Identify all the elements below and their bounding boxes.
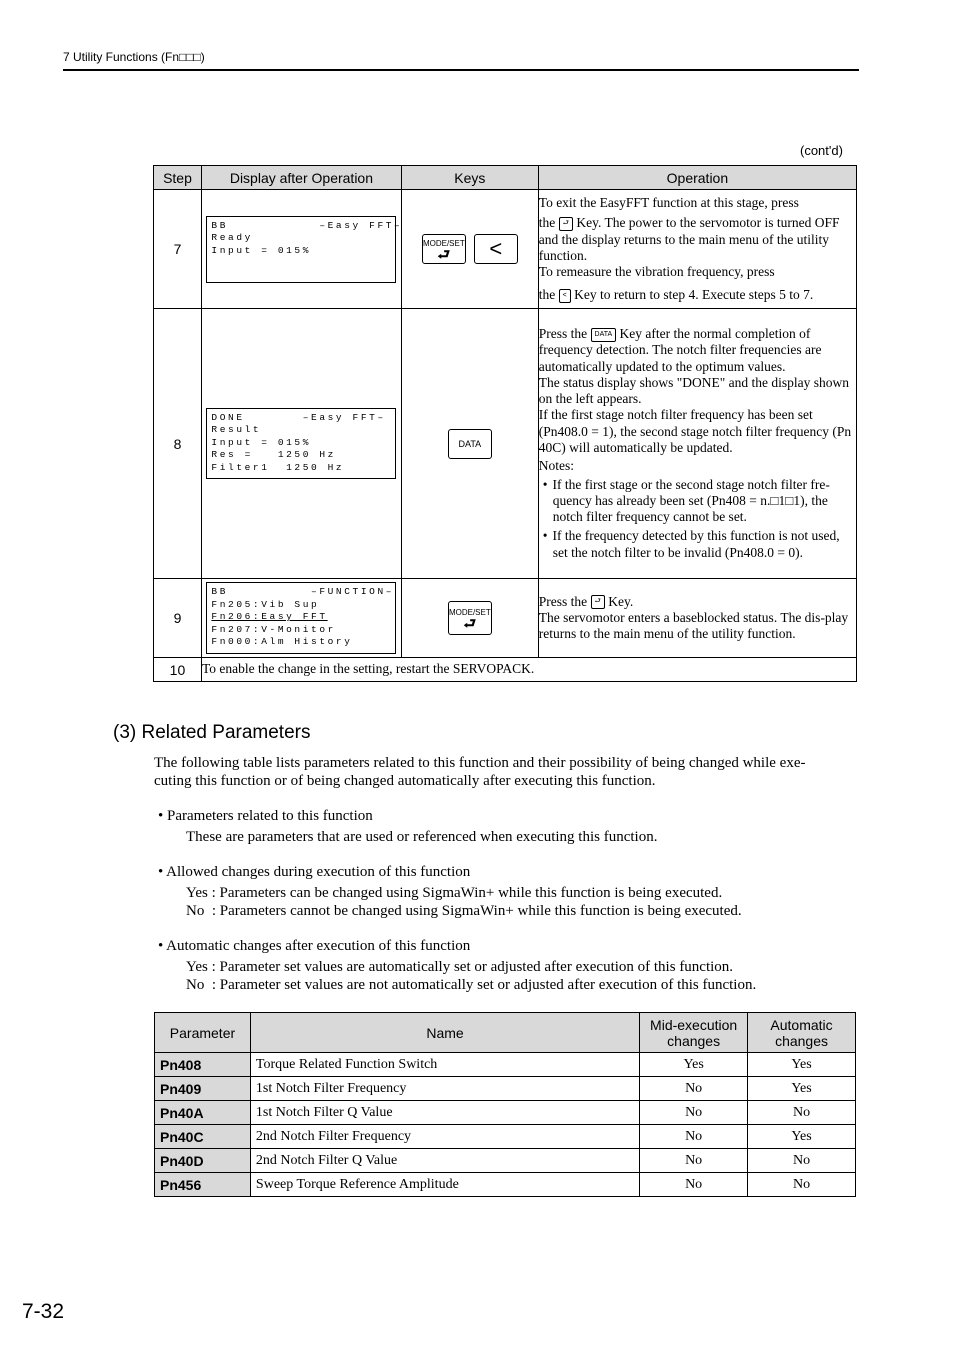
lcd-line: Fn205:Vib Sup: [211, 598, 320, 610]
mode-set-key-icon: ⮐: [559, 217, 573, 231]
col-parameter: Parameter: [155, 1013, 251, 1053]
left-arrow-key[interactable]: [474, 234, 518, 264]
table-row: [155, 1149, 856, 1173]
operation-cell: [538, 190, 856, 309]
step-number: 10: [154, 658, 202, 682]
display-cell: [201, 309, 401, 579]
bullet-text: These are parameters that are used or referenced when executing this function.: [186, 829, 658, 845]
op-text: Key after the normal completion of frequency detection. The notch filter frequencies are automatically updated to the optimum values.: [538, 325, 822, 374]
param-name: 2nd Notch Filter Frequency: [250, 1125, 639, 1149]
table-row: [155, 1101, 856, 1125]
op-text: To remeasure the vibration frequency, press: [538, 264, 775, 280]
param-name: 1st Notch Filter Q Value: [250, 1101, 639, 1125]
op-text: The servomotor enters a baseblocked status. The dis-play returns to the main menu of the utility function.: [538, 609, 849, 642]
table-row: [154, 579, 857, 658]
table-row: [155, 1053, 856, 1077]
bullet-text-yes: Yes : Parameter set values are automatically set or adjusted after execution of this function.: [186, 959, 734, 975]
mode-set-key[interactable]: [422, 234, 466, 264]
notes-list: [539, 477, 856, 561]
col-name: Name: [250, 1013, 639, 1053]
param-name: Sweep Torque Reference Amplitude: [250, 1173, 639, 1197]
bullet-text-yes: Yes : Parameters can be changed using SigmaWin+ while this function is being executed.: [186, 885, 723, 901]
intro-line-1: The following table lists parameters related to this function and their possibility of being changed while exe-: [154, 755, 806, 771]
lcd-line: Res = 1250 Hz: [211, 449, 336, 461]
lcd-display: [206, 582, 396, 654]
mid-execution-value: No: [640, 1149, 748, 1173]
lcd-line: DONE –Easy FFT–: [211, 411, 386, 423]
left-arrow-key-icon: <: [559, 289, 571, 303]
key-label: MODE/SET: [448, 607, 491, 617]
section-title: (3) Related Parameters: [113, 722, 311, 743]
keys-cell: [401, 579, 538, 658]
table-row: [155, 1173, 856, 1197]
op-text: If the first stage notch filter frequency has been set (Pn408.0 = 1), the second stage notch filter frequency (Pn 40C) will automatically be updated.: [538, 407, 852, 455]
operation-cell: [538, 309, 856, 579]
table-row: [154, 309, 857, 579]
col-step: Step: [154, 166, 202, 190]
op-text: Key to return to step 4. Execute steps 5 to 7.: [574, 286, 814, 302]
params-table: [154, 1012, 856, 1197]
steps-table-header: [154, 166, 857, 190]
lcd-line: Fn000:Alm History: [211, 636, 353, 648]
automatic-value: No: [748, 1173, 856, 1197]
col-keys: Keys: [401, 166, 538, 190]
list-item: • If the first stage or the second stage notch filter fre-quency has already been set (Pn408 = n.□1□1), the notch filter frequency cannot be set.: [553, 477, 856, 526]
running-head: 7 Utility Functions (Fn□□□): [63, 50, 205, 64]
op-text: Press the: [538, 593, 588, 609]
param-code: Pn40A: [155, 1101, 251, 1125]
bullet-text-no: No : Parameters cannot be changed using SigmaWin+ while this function is being executed.: [186, 903, 742, 919]
param-code: Pn456: [155, 1173, 251, 1197]
op-text: The status display shows "DONE" and the display shown on the left appears.: [538, 374, 850, 407]
notes-label: Notes:: [538, 458, 575, 474]
bullet-title: • Allowed changes during execution of this function: [158, 864, 471, 880]
bullet-text-no: No : Parameter set values are not automatically set or adjusted after execution of this function.: [186, 977, 757, 993]
table-row: [154, 190, 857, 309]
col-display: Display after Operation: [201, 166, 401, 190]
lcd-line: Result: [211, 424, 262, 436]
param-code: Pn409: [155, 1077, 251, 1101]
data-key-icon: DATA: [591, 328, 617, 342]
header-rule: [63, 69, 859, 71]
lcd-line: Fn207:V-Monitor: [211, 623, 336, 635]
automatic-value: No: [748, 1101, 856, 1125]
automatic-value: Yes: [748, 1125, 856, 1149]
param-code: Pn408: [155, 1053, 251, 1077]
steps-table: [153, 165, 857, 682]
page-number: 7-32: [22, 1300, 65, 1323]
list-item: • If the frequency detected by this function is not used, set the notch filter to be invalid (Pn408.0 = 0).: [553, 528, 856, 561]
mid-execution-value: No: [640, 1125, 748, 1149]
bullet-title: • Parameters related to this function: [158, 808, 373, 824]
mode-set-key-icon: ⮐: [591, 595, 605, 609]
op-text: To exit the EasyFFT function at this stage, press: [538, 195, 799, 211]
lcd-line: BB –Easy FFT–: [211, 219, 403, 231]
op-text: Key.: [608, 593, 634, 609]
col-mid-execution: Mid-execution changes: [640, 1013, 748, 1053]
keys-cell: [401, 190, 538, 309]
mid-execution-value: No: [640, 1173, 748, 1197]
key-label: MODE/SET: [422, 238, 465, 248]
keys-cell: [401, 309, 538, 579]
param-name: 1st Notch Filter Frequency: [250, 1077, 639, 1101]
operation-cell: [538, 579, 856, 658]
op-text: Press the: [538, 325, 588, 341]
step-number: 9: [154, 579, 202, 658]
step-number: 8: [154, 309, 202, 579]
return-arrow-icon: ⮐: [437, 245, 451, 262]
lcd-display: [206, 408, 396, 480]
lcd-line: Filter1 1250 Hz: [211, 461, 345, 473]
lcd-line: Input = 015%: [211, 436, 312, 448]
automatic-value: No: [748, 1149, 856, 1173]
mid-execution-value: No: [640, 1101, 748, 1125]
automatic-value: Yes: [748, 1077, 856, 1101]
automatic-value: Yes: [748, 1053, 856, 1077]
lcd-display: [206, 216, 403, 283]
table-row: [154, 658, 857, 682]
return-arrow-icon: ⮐: [463, 614, 477, 631]
display-cell: [201, 190, 401, 309]
display-cell: [201, 579, 401, 658]
key-label: DATA: [458, 438, 482, 449]
left-arrow-icon: <: [489, 236, 503, 261]
param-code: Pn40D: [155, 1149, 251, 1173]
mid-execution-value: Yes: [640, 1053, 748, 1077]
lcd-line: Ready: [211, 232, 253, 243]
step-10-text: To enable the change in the setting, restart the SERVOPACK.: [201, 658, 856, 682]
op-text: the: [538, 215, 556, 231]
op-text: the: [538, 286, 556, 302]
col-automatic: Automatic changes: [748, 1013, 856, 1053]
param-code: Pn40C: [155, 1125, 251, 1149]
lcd-line: Input = 015%: [211, 244, 312, 256]
bullet-title: • Automatic changes after execution of this function: [158, 938, 471, 954]
mid-execution-value: No: [640, 1077, 748, 1101]
intro-line-2: cuting this function or of being changed automatically after executing this function.: [154, 773, 656, 789]
col-operation: Operation: [538, 166, 856, 190]
op-text: Key. The power to the servomotor is turned OFF and the display returns to the main menu of the utility function.: [538, 215, 840, 263]
param-name: Torque Related Function Switch: [250, 1053, 639, 1077]
table-row: [155, 1077, 856, 1101]
table-row: [155, 1125, 856, 1149]
lcd-line-selected: Fn206:Easy FFT: [211, 611, 328, 623]
data-key[interactable]: [448, 429, 492, 459]
contd-label: (cont'd): [800, 143, 843, 158]
param-name: 2nd Notch Filter Q Value: [250, 1149, 639, 1173]
step-number: 7: [154, 190, 202, 309]
params-table-header: [155, 1013, 856, 1053]
lcd-line: BB –FUNCTION–: [211, 586, 395, 598]
mode-set-key[interactable]: [448, 601, 492, 635]
